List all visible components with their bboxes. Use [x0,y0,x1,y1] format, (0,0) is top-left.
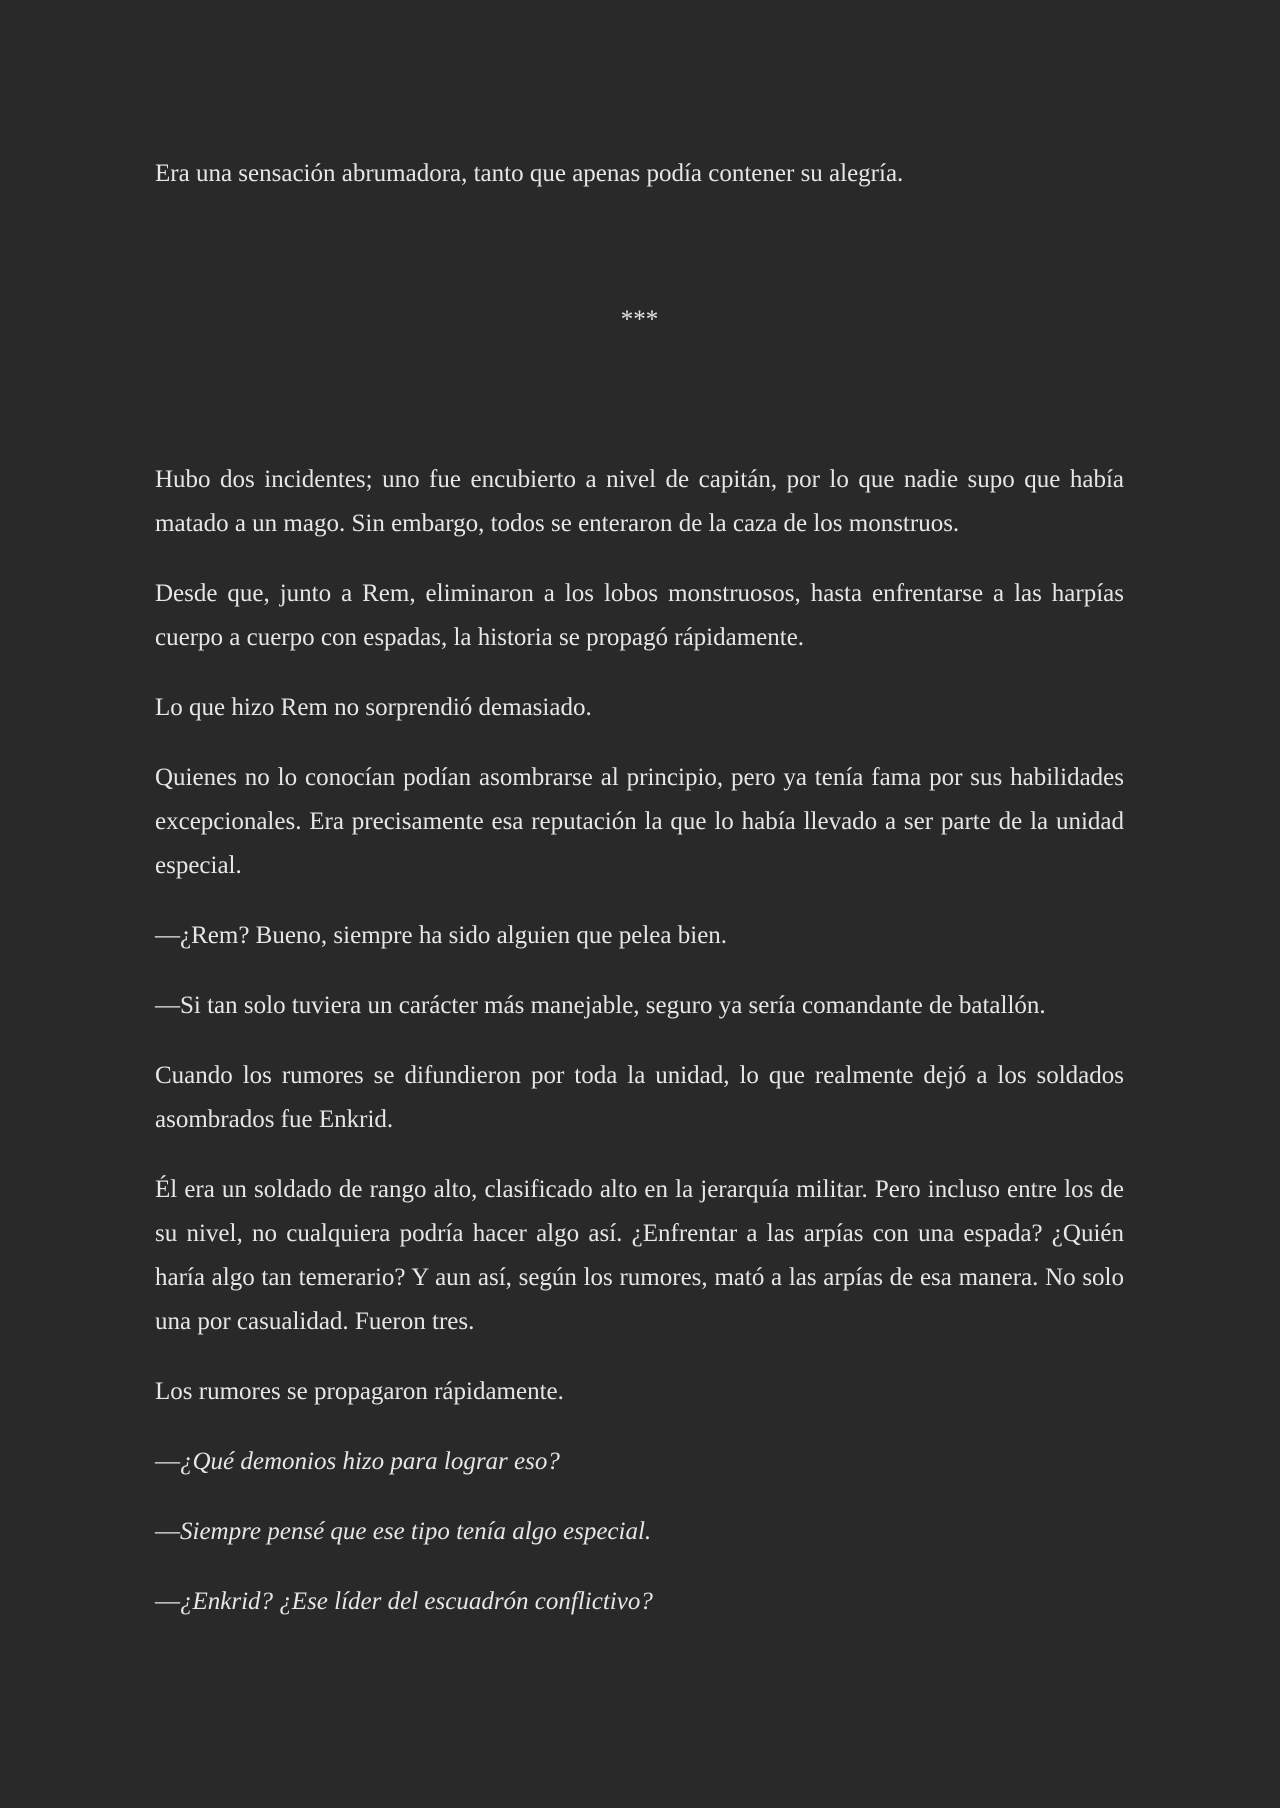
opening-line: Era una sensación abrumadora, tanto que apenas podía contener su alegría. [155,160,904,187]
italic-dialogue-text: ¿Qué demonios hizo para lograr eso? [180,1448,560,1475]
paragraph: Lo que hizo Rem no sorprendió demasiado. [155,694,592,721]
scene-separator: *** [620,306,659,333]
italic-dialogue-text: ¿Enkrid? ¿Ese líder del escuadrón conflictivo? [180,1588,653,1615]
italic-dialogue-line [155,1580,1124,1624]
paragraph: Cuando los rumores se difundieron por toda la unidad, lo que realmente dejó a los soldados asombrados fue Enkrid. [155,1062,1124,1133]
paragraph: Los rumores se propagaron rápidamente. [155,1378,564,1405]
dialogue-line: —Si tan solo tuviera un carácter más manejable, seguro ya sería comandante de batallón. [155,992,1046,1019]
paragraph: Desde que, junto a Rem, eliminaron a los lobos monstruosos, hasta enfrentarse a las harpías cuerpo a cuerpo con espadas, la historia se propagó rápidamente. [155,580,1124,651]
paragraph: Quienes no lo conocían podían asombrarse al principio, pero ya tenía fama por sus habilidades excepcionales. Era precisamente esa reputación la que lo había llevado a ser parte de la unidad especial. [155,764,1124,879]
italic-dialogue-text: Siempre pensé que ese tipo tenía algo especial. [180,1518,652,1545]
dialogue-dash: — [155,1518,180,1545]
dialogue-dash: — [155,1588,180,1615]
dialogue-dash: — [155,1448,180,1475]
italic-dialogue-line [155,1440,1124,1484]
italic-dialogue-line [155,1510,1124,1554]
paragraph: Hubo dos incidentes; uno fue encubierto a nivel de capitán, por lo que nadie supo que había matado a un mago. Sin embargo, todos se enteraron de la caza de los monstruos. [155,466,1124,537]
dialogue-line: —¿Rem? Bueno, siempre ha sido alguien que pelea bien. [155,922,728,949]
paragraph: Él era un soldado de rango alto, clasificado alto en la jerarquía militar. Pero incluso entre los de su nivel, no cualquiera podría hacer algo así. ¿Enfrentar a las arpías con una espada? ¿Quién haría algo tan temerario? Y aun así, según los rumores, mató a las arpías de esa manera. No solo una por casualidad. Fueron tres. [155,1176,1124,1335]
